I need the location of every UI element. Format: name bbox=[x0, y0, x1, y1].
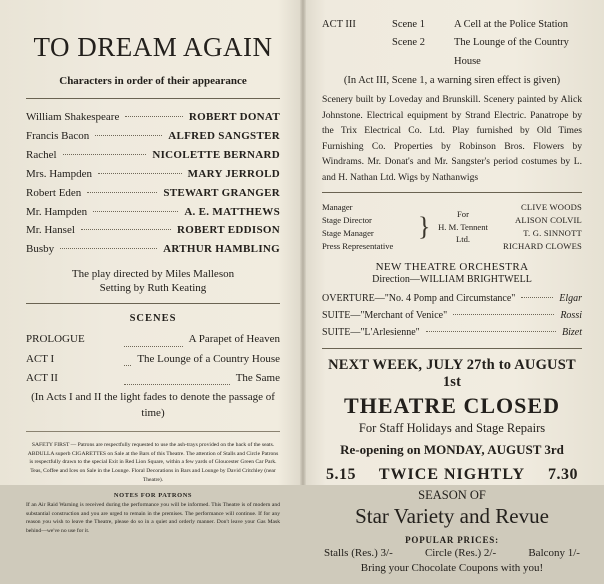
cast-character: Busby bbox=[26, 243, 55, 256]
management-company bbox=[430, 208, 496, 245]
leader-dots bbox=[125, 116, 183, 117]
cast-actor: A. E. MATTHEWS bbox=[184, 205, 280, 218]
divider bbox=[322, 192, 582, 193]
cast-row bbox=[26, 165, 280, 184]
leader-dots bbox=[95, 135, 162, 136]
notes-heading: NOTES FOR PATRONS bbox=[113, 492, 193, 500]
music-row bbox=[322, 290, 582, 307]
price-stalls: Stalls (Res.) 3/- bbox=[324, 546, 393, 559]
name-stage-manager: T. G. SINNOTT bbox=[523, 228, 582, 239]
management-roles bbox=[322, 201, 418, 253]
time-early: 5.15 bbox=[326, 465, 356, 483]
cast-character: Mr. Hampden bbox=[26, 205, 88, 218]
scene-label: PROLOGUE bbox=[26, 333, 85, 346]
cast-actor: NICOLETTE BERNARD bbox=[152, 148, 280, 161]
leader-dots bbox=[81, 229, 171, 230]
scene-label: Scene 1 bbox=[392, 19, 425, 30]
act-row bbox=[322, 16, 582, 34]
leader-dots bbox=[63, 154, 147, 155]
price-list bbox=[322, 547, 582, 559]
leader-dots bbox=[124, 327, 183, 346]
season-title: Star Variety and Revue bbox=[355, 503, 549, 528]
music-composer: Rossi bbox=[560, 309, 582, 321]
right-page bbox=[302, 0, 604, 584]
scenes-heading: SCENES bbox=[129, 313, 177, 325]
popular-prices-heading: POPULAR PRICES: bbox=[405, 534, 499, 545]
music-composer: Bizet bbox=[562, 326, 582, 338]
leader-dots bbox=[124, 366, 230, 385]
company-name: H. M. Tennent Ltd. bbox=[438, 221, 488, 245]
twice-nightly-label: TWICE NIGHTLY bbox=[378, 465, 526, 483]
safety-notice: SAFETY FIRST — Patrons are respectfully requested to use the ash-trays provided on the back of the seats. ABDULLA superb CIGARETTES on Sale at the Bars of this Theatre. The attention of Stalls and Circle Patrons is respectfully drawn to the special Exit in Red Lion Square, within a few yards of Gloucester Green Car Park. Teas, Coffee and Ices on Sale in the Lounge. Floral Decorations in Bars and Lounge by David Critchley (near Theatre). bbox=[27, 441, 279, 483]
cast-actor: ROBERT EDDISON bbox=[177, 224, 280, 237]
cast-character: Francis Bacon bbox=[26, 129, 90, 142]
divider bbox=[26, 431, 280, 432]
orchestra-direction: Direction—WILLIAM BRIGHTWELL bbox=[372, 273, 532, 285]
cast-actor: ALFRED SANGSTER bbox=[168, 129, 280, 142]
music-list bbox=[322, 290, 582, 341]
cast-row bbox=[26, 108, 280, 127]
cast-character: Robert Eden bbox=[26, 186, 82, 199]
page-title: TO DREAM AGAIN bbox=[33, 32, 273, 62]
cast-list bbox=[26, 108, 280, 259]
cast-row bbox=[26, 240, 280, 259]
cast-row bbox=[26, 184, 280, 203]
role-press-representative: Press Representative bbox=[322, 240, 394, 251]
leader-dots bbox=[453, 314, 554, 315]
director-credit: The play directed by Miles Malleson bbox=[71, 268, 235, 281]
cast-row bbox=[26, 203, 280, 222]
cast-character: William Shakespeare bbox=[26, 111, 120, 123]
divider bbox=[26, 98, 280, 99]
next-week-heading: NEXT WEEK, JULY 27th to AUGUST 1st bbox=[328, 356, 576, 390]
scene-description: A Cell at the Police Station bbox=[454, 19, 569, 30]
notes-body: If an Air Raid Warning is received during the performance you will be informed. This Theatre is of modern and substantial construction and you are urged to remain in the premises. The performance will continue. If for any reason you wish to leave the Theatre, please do so in a quiet and orderly manner. Don't leave your Gas Mask behind—we've no use for it. bbox=[26, 502, 280, 535]
leader-dots bbox=[93, 211, 178, 212]
scene-row bbox=[26, 369, 280, 388]
name-manager: CLIVE WOODS bbox=[520, 202, 582, 213]
scene-value: The Same bbox=[235, 371, 280, 384]
chocolate-coupons-note: Bring your Chocolate Coupons with you! bbox=[360, 561, 544, 574]
act-note: (In Act III, Scene 1, a warning siren effect is given) bbox=[343, 75, 561, 87]
scene-value: A Parapet of Heaven bbox=[188, 333, 280, 346]
cast-character: Mr. Hansel bbox=[26, 224, 75, 237]
scene-note: (In Acts I and II the light fades to denote the passage of time) bbox=[31, 391, 275, 419]
cast-row bbox=[26, 146, 280, 165]
time-late: 7.30 bbox=[547, 465, 578, 483]
cast-character: Rachel bbox=[26, 148, 57, 161]
music-row bbox=[322, 307, 582, 324]
music-title: SUITE—"Merchant of Venice" bbox=[322, 309, 448, 321]
scene-label: ACT I bbox=[26, 352, 55, 365]
reopening-notice: Re-opening on MONDAY, AUGUST 3rd bbox=[340, 441, 564, 457]
role-manager: Manager bbox=[322, 202, 353, 213]
leader-dots bbox=[426, 331, 556, 332]
leader-dots bbox=[98, 173, 182, 174]
cast-row bbox=[26, 127, 280, 146]
price-circle: Circle (Res.) 2/- bbox=[424, 546, 497, 559]
music-row bbox=[322, 324, 582, 341]
music-title: SUITE—"L'Arlesienne" bbox=[322, 326, 420, 338]
price-balcony: Balcony 1/- bbox=[528, 546, 580, 559]
for-label: For bbox=[457, 209, 469, 220]
theatre-closed-heading: THEATRE CLOSED bbox=[344, 392, 560, 418]
cast-actor: STEWART GRANGER bbox=[163, 186, 280, 199]
name-stage-director: ALISON COLVIL bbox=[515, 215, 582, 226]
performance-times bbox=[322, 466, 582, 484]
music-composer: Elgar bbox=[559, 292, 582, 304]
closure-reason: For Staff Holidays and Stage Repairs bbox=[358, 420, 546, 435]
scene-description: The Lounge of the Country House bbox=[454, 37, 569, 67]
orchestra-heading: NEW THEATRE ORCHESTRA bbox=[375, 260, 529, 273]
act-row bbox=[322, 34, 582, 71]
act-label bbox=[322, 34, 392, 71]
divider bbox=[26, 303, 280, 304]
management-block bbox=[322, 201, 582, 253]
setting-credit: Setting by Ruth Keating bbox=[99, 282, 207, 295]
cast-subtitle: Characters in order of their appearance bbox=[59, 75, 247, 87]
name-press-representative: RICHARD CLOWES bbox=[503, 240, 582, 251]
scene-list bbox=[26, 330, 280, 388]
cast-row bbox=[26, 221, 280, 240]
role-stage-director: Stage Director bbox=[322, 215, 372, 226]
cast-actor: ROBERT DONAT bbox=[188, 111, 280, 123]
left-page bbox=[0, 0, 302, 546]
cast-actor: ARTHUR HAMBLING bbox=[163, 243, 280, 256]
music-title: OVERTURE—"No. 4 Pomp and Circumstance" bbox=[322, 292, 516, 304]
act-label: ACT III bbox=[322, 19, 356, 30]
leader-dots bbox=[60, 248, 157, 249]
leader-dots bbox=[521, 297, 553, 298]
cast-character: Mrs. Hampden bbox=[26, 167, 92, 180]
scene-label: ACT II bbox=[26, 371, 58, 384]
season-label: SEASON OF bbox=[418, 487, 486, 502]
management-names bbox=[496, 201, 582, 253]
leader-dots bbox=[87, 192, 157, 193]
scene-row bbox=[26, 330, 280, 349]
divider bbox=[322, 348, 582, 349]
scene-label: Scene 2 bbox=[392, 37, 425, 49]
leader-dots bbox=[124, 347, 131, 366]
scene-value: The Lounge of a Country House bbox=[137, 352, 280, 365]
left-brace-icon: } bbox=[418, 212, 431, 242]
cast-actor: MARY JERROLD bbox=[187, 167, 280, 180]
production-credits: Scenery built by Loveday and Brunskill. Scenery painted by Alick Johnstone. Electrical equipment by Strand Electric. Panatrope by the Trix Electrical Co. Ltd. Play furnished by Old Times Furnishing Co. Properties by Robinson Bros. Flowers by Windrams. Mr. Donat's and Mr. Sangster's period costumes by L. and H. Nathan Ltd. Wigs by Nathanwigs bbox=[322, 94, 582, 183]
role-stage-manager: Stage Manager bbox=[322, 228, 374, 239]
